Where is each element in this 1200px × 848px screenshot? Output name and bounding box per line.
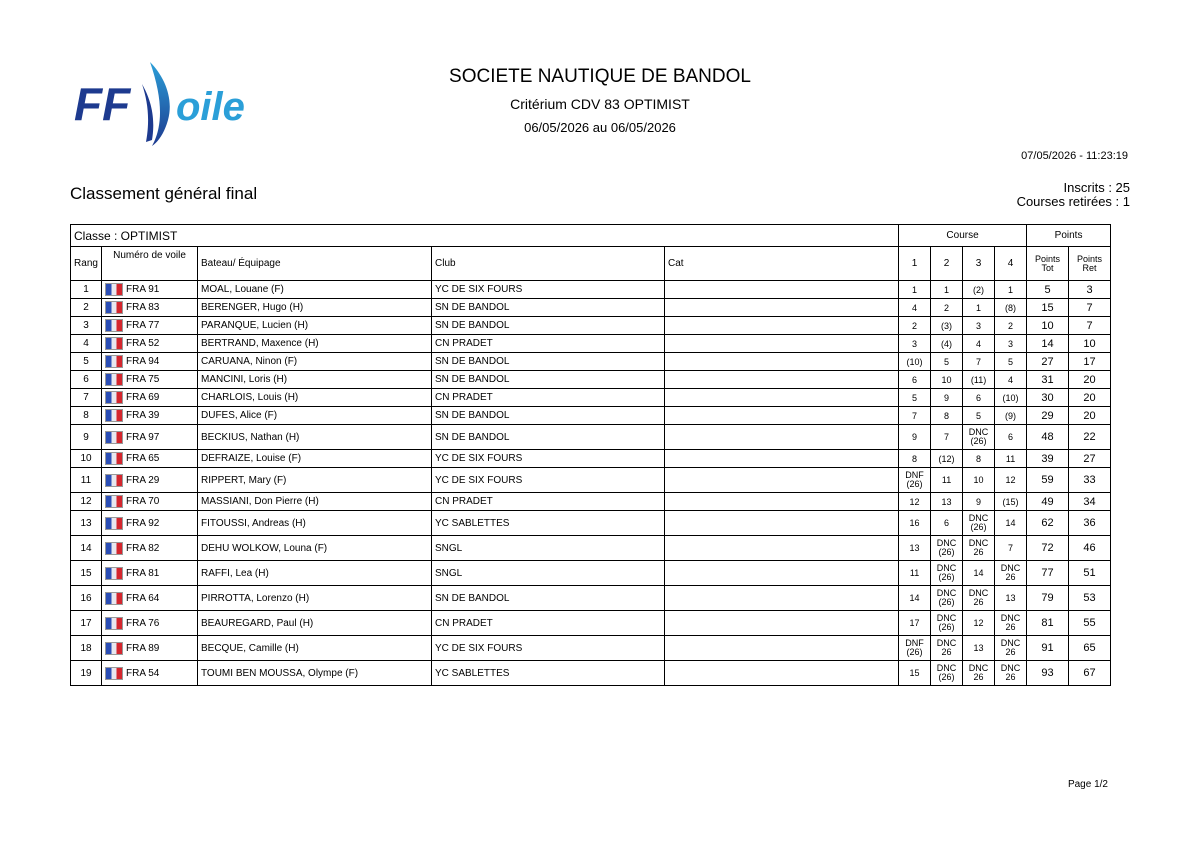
cat-cell bbox=[665, 611, 899, 636]
points-ret-cell: 20 bbox=[1069, 371, 1111, 389]
race-score-cell: 4 bbox=[995, 371, 1027, 389]
crew-cell: FITOUSSI, Andreas (H) bbox=[198, 511, 432, 536]
cat-cell bbox=[665, 317, 899, 335]
inscrits-count: Inscrits : 25 bbox=[1063, 180, 1130, 195]
cat-cell bbox=[665, 450, 899, 468]
points-ret-cell: 36 bbox=[1069, 511, 1111, 536]
race-score-cell: 10 bbox=[963, 468, 995, 493]
points-tot-cell: 10 bbox=[1027, 317, 1069, 335]
race-score-cell: 7 bbox=[995, 536, 1027, 561]
organizer-title: SOCIETE NAUTIQUE DE BANDOL bbox=[449, 66, 751, 87]
group-points: Points bbox=[1027, 225, 1111, 247]
race-score-cell: 3 bbox=[899, 335, 931, 353]
points-tot-cell: 93 bbox=[1027, 661, 1069, 686]
crew-cell: DEHU WOLKOW, Louna (F) bbox=[198, 536, 432, 561]
table-row bbox=[71, 511, 1111, 536]
club-cell: YC SABLETTES bbox=[432, 511, 665, 536]
table-row bbox=[71, 335, 1111, 353]
rang-cell: 4 bbox=[71, 335, 102, 353]
france-flag-icon bbox=[105, 319, 123, 332]
race-score-cell: 1 bbox=[995, 281, 1027, 299]
crew-cell: CHARLOIS, Louis (H) bbox=[198, 389, 432, 407]
table-row bbox=[71, 353, 1111, 371]
race-score-cell: 14 bbox=[963, 561, 995, 586]
rang-cell: 1 bbox=[71, 281, 102, 299]
race-score-cell: 11 bbox=[931, 468, 963, 493]
race-score-cell: 8 bbox=[899, 450, 931, 468]
race-score-cell: 3 bbox=[963, 317, 995, 335]
points-tot-cell: 91 bbox=[1027, 636, 1069, 661]
club-cell: SNGL bbox=[432, 561, 665, 586]
points-tot-cell: 59 bbox=[1027, 468, 1069, 493]
rang-cell: 3 bbox=[71, 317, 102, 335]
race-score-cell: 1 bbox=[899, 281, 931, 299]
race-score-cell: DNC (26) bbox=[931, 586, 963, 611]
race-score-cell: 1 bbox=[963, 299, 995, 317]
cat-cell bbox=[665, 371, 899, 389]
race-score-cell: 13 bbox=[963, 636, 995, 661]
cat-cell bbox=[665, 468, 899, 493]
class-row bbox=[71, 225, 1111, 247]
race-score-cell: 8 bbox=[931, 407, 963, 425]
race-score-cell: DNF (26) bbox=[899, 636, 931, 661]
race-score-cell: 5 bbox=[899, 389, 931, 407]
table-row bbox=[71, 389, 1111, 407]
points-tot-cell: 27 bbox=[1027, 353, 1069, 371]
cat-cell bbox=[665, 493, 899, 511]
sail-number-cell: FRA 54 bbox=[102, 661, 198, 686]
col-rang: Rang bbox=[71, 247, 102, 281]
points-tot-cell: 72 bbox=[1027, 536, 1069, 561]
col-points-tot: Points Tot bbox=[1027, 247, 1069, 281]
rang-cell: 13 bbox=[71, 511, 102, 536]
club-cell: SN DE BANDOL bbox=[432, 317, 665, 335]
rang-cell: 11 bbox=[71, 468, 102, 493]
rang-cell: 17 bbox=[71, 611, 102, 636]
points-ret-cell: 53 bbox=[1069, 586, 1111, 611]
cat-cell bbox=[665, 536, 899, 561]
rang-cell: 10 bbox=[71, 450, 102, 468]
cat-cell bbox=[665, 299, 899, 317]
points-tot-cell: 15 bbox=[1027, 299, 1069, 317]
france-flag-icon bbox=[105, 617, 123, 630]
race-score-cell: 2 bbox=[995, 317, 1027, 335]
race-score-cell: 11 bbox=[899, 561, 931, 586]
race-score-cell: DNC (26) bbox=[931, 611, 963, 636]
points-tot-cell: 77 bbox=[1027, 561, 1069, 586]
race-score-cell: 7 bbox=[931, 425, 963, 450]
points-ret-cell: 22 bbox=[1069, 425, 1111, 450]
points-tot-cell: 81 bbox=[1027, 611, 1069, 636]
table-row bbox=[71, 450, 1111, 468]
table-row bbox=[71, 281, 1111, 299]
race-score-cell: DNF (26) bbox=[899, 468, 931, 493]
race-score-cell: 13 bbox=[931, 493, 963, 511]
race-score-cell: 14 bbox=[995, 511, 1027, 536]
france-flag-icon bbox=[105, 283, 123, 296]
points-tot-cell: 62 bbox=[1027, 511, 1069, 536]
table-row bbox=[71, 536, 1111, 561]
race-score-cell: (4) bbox=[931, 335, 963, 353]
rang-cell: 18 bbox=[71, 636, 102, 661]
race-score-cell: 1 bbox=[931, 281, 963, 299]
group-course: Course bbox=[899, 225, 1027, 247]
race-score-cell: 12 bbox=[963, 611, 995, 636]
sail-number-cell: FRA 97 bbox=[102, 425, 198, 450]
race-score-cell: DNC 26 bbox=[995, 661, 1027, 686]
points-ret-cell: 33 bbox=[1069, 468, 1111, 493]
event-dates: 06/05/2026 au 06/05/2026 bbox=[524, 120, 676, 135]
france-flag-icon bbox=[105, 542, 123, 555]
club-cell: YC DE SIX FOURS bbox=[432, 636, 665, 661]
club-cell: YC DE SIX FOURS bbox=[432, 281, 665, 299]
race-score-cell: (12) bbox=[931, 450, 963, 468]
col-bateau: Bateau/ Équipage bbox=[198, 247, 432, 281]
race-score-cell: 3 bbox=[995, 335, 1027, 353]
race-score-cell: 11 bbox=[995, 450, 1027, 468]
sail-number-cell: FRA 39 bbox=[102, 407, 198, 425]
table-row bbox=[71, 299, 1111, 317]
table-row bbox=[71, 493, 1111, 511]
sail-number-cell: FRA 65 bbox=[102, 450, 198, 468]
col-r3: 3 bbox=[963, 247, 995, 281]
club-cell: SNGL bbox=[432, 536, 665, 561]
ranking-stats bbox=[1017, 181, 1130, 209]
race-score-cell: 4 bbox=[899, 299, 931, 317]
race-score-cell: 5 bbox=[963, 407, 995, 425]
points-ret-cell: 7 bbox=[1069, 299, 1111, 317]
event-title: Critérium CDV 83 OPTIMIST bbox=[510, 96, 690, 112]
sail-number-cell: FRA 52 bbox=[102, 335, 198, 353]
points-tot-cell: 49 bbox=[1027, 493, 1069, 511]
race-score-cell: 14 bbox=[899, 586, 931, 611]
club-cell: YC SABLETTES bbox=[432, 661, 665, 686]
cat-cell bbox=[665, 511, 899, 536]
col-cat: Cat bbox=[665, 247, 899, 281]
table-row bbox=[71, 561, 1111, 586]
race-score-cell: (11) bbox=[963, 371, 995, 389]
points-tot-cell: 48 bbox=[1027, 425, 1069, 450]
race-score-cell: 4 bbox=[963, 335, 995, 353]
club-cell: SN DE BANDOL bbox=[432, 425, 665, 450]
col-numero: Numéro de voile bbox=[102, 247, 198, 281]
race-score-cell: 5 bbox=[931, 353, 963, 371]
france-flag-icon bbox=[105, 409, 123, 422]
table-row bbox=[71, 636, 1111, 661]
col-r1: 1 bbox=[899, 247, 931, 281]
table-row bbox=[71, 611, 1111, 636]
points-tot-cell: 14 bbox=[1027, 335, 1069, 353]
cat-cell bbox=[665, 561, 899, 586]
cat-cell bbox=[665, 661, 899, 686]
race-score-cell: 2 bbox=[899, 317, 931, 335]
table-row bbox=[71, 468, 1111, 493]
points-tot-cell: 39 bbox=[1027, 450, 1069, 468]
rang-cell: 2 bbox=[71, 299, 102, 317]
club-cell: SN DE BANDOL bbox=[432, 371, 665, 389]
sail-number-cell: FRA 77 bbox=[102, 317, 198, 335]
points-ret-cell: 34 bbox=[1069, 493, 1111, 511]
france-flag-icon bbox=[105, 474, 123, 487]
points-tot-cell: 30 bbox=[1027, 389, 1069, 407]
points-ret-cell: 67 bbox=[1069, 661, 1111, 686]
race-score-cell: DNC 26 bbox=[931, 636, 963, 661]
ffvoile-logo bbox=[72, 58, 282, 148]
page-number: Page 1/2 bbox=[1067, 779, 1108, 790]
crew-cell: PARANQUE, Lucien (H) bbox=[198, 317, 432, 335]
print-timestamp: 07/05/2026 - 11:23:19 bbox=[1021, 150, 1128, 162]
points-ret-cell: 7 bbox=[1069, 317, 1111, 335]
race-score-cell: DNC (26) bbox=[931, 536, 963, 561]
race-score-cell: 8 bbox=[963, 450, 995, 468]
cat-cell bbox=[665, 335, 899, 353]
race-score-cell: 12 bbox=[995, 468, 1027, 493]
sail-number-cell: FRA 69 bbox=[102, 389, 198, 407]
france-flag-icon bbox=[105, 567, 123, 580]
race-score-cell: 9 bbox=[963, 493, 995, 511]
race-score-cell: DNC 26 bbox=[995, 611, 1027, 636]
crew-cell: BEAUREGARD, Paul (H) bbox=[198, 611, 432, 636]
club-cell: YC DE SIX FOURS bbox=[432, 468, 665, 493]
race-score-cell: 9 bbox=[931, 389, 963, 407]
sail-number-cell: FRA 89 bbox=[102, 636, 198, 661]
sail-number-cell: FRA 92 bbox=[102, 511, 198, 536]
race-score-cell: 12 bbox=[899, 493, 931, 511]
crew-cell: MANCINI, Loris (H) bbox=[198, 371, 432, 389]
crew-cell: MASSIANI, Don Pierre (H) bbox=[198, 493, 432, 511]
crew-cell: PIRROTTA, Lorenzo (H) bbox=[198, 586, 432, 611]
points-ret-cell: 51 bbox=[1069, 561, 1111, 586]
race-score-cell: 15 bbox=[899, 661, 931, 686]
col-r2: 2 bbox=[931, 247, 963, 281]
cat-cell bbox=[665, 586, 899, 611]
race-score-cell: DNC 26 bbox=[995, 636, 1027, 661]
crew-cell: BERTRAND, Maxence (H) bbox=[198, 335, 432, 353]
race-score-cell: 6 bbox=[995, 425, 1027, 450]
france-flag-icon bbox=[105, 452, 123, 465]
rang-cell: 6 bbox=[71, 371, 102, 389]
race-score-cell: DNC 26 bbox=[963, 536, 995, 561]
race-score-cell: (10) bbox=[995, 389, 1027, 407]
race-score-cell: 6 bbox=[963, 389, 995, 407]
points-ret-cell: 27 bbox=[1069, 450, 1111, 468]
race-score-cell: (3) bbox=[931, 317, 963, 335]
race-score-cell: DNC (26) bbox=[963, 425, 995, 450]
france-flag-icon bbox=[105, 355, 123, 368]
svg-text:FF: FF bbox=[74, 78, 131, 130]
table-row bbox=[71, 371, 1111, 389]
club-cell: SN DE BANDOL bbox=[432, 407, 665, 425]
sail-number-cell: FRA 70 bbox=[102, 493, 198, 511]
race-score-cell: DNC (26) bbox=[931, 661, 963, 686]
rang-cell: 16 bbox=[71, 586, 102, 611]
france-flag-icon bbox=[105, 592, 123, 605]
rang-cell: 5 bbox=[71, 353, 102, 371]
race-score-cell: 13 bbox=[995, 586, 1027, 611]
rang-cell: 7 bbox=[71, 389, 102, 407]
crew-cell: RIPPERT, Mary (F) bbox=[198, 468, 432, 493]
race-score-cell: DNC (26) bbox=[931, 561, 963, 586]
race-score-cell: (8) bbox=[995, 299, 1027, 317]
race-score-cell: 6 bbox=[899, 371, 931, 389]
sail-number-cell: FRA 82 bbox=[102, 536, 198, 561]
column-header-row bbox=[71, 247, 1111, 281]
sail-number-cell: FRA 29 bbox=[102, 468, 198, 493]
race-score-cell: DNC 26 bbox=[963, 661, 995, 686]
col-points-ret: Points Ret bbox=[1069, 247, 1111, 281]
table-row bbox=[71, 407, 1111, 425]
points-ret-cell: 65 bbox=[1069, 636, 1111, 661]
crew-cell: DEFRAIZE, Louise (F) bbox=[198, 450, 432, 468]
points-ret-cell: 20 bbox=[1069, 389, 1111, 407]
points-ret-cell: 17 bbox=[1069, 353, 1111, 371]
sail-number-cell: FRA 76 bbox=[102, 611, 198, 636]
crew-cell: MOAL, Louane (F) bbox=[198, 281, 432, 299]
rang-cell: 19 bbox=[71, 661, 102, 686]
col-r4: 4 bbox=[995, 247, 1027, 281]
club-cell: YC DE SIX FOURS bbox=[432, 450, 665, 468]
cat-cell bbox=[665, 389, 899, 407]
rang-cell: 15 bbox=[71, 561, 102, 586]
race-score-cell: 5 bbox=[995, 353, 1027, 371]
crew-cell: TOUMI BEN MOUSSA, Olympe (F) bbox=[198, 661, 432, 686]
table-row bbox=[71, 317, 1111, 335]
cat-cell bbox=[665, 407, 899, 425]
race-score-cell: 9 bbox=[899, 425, 931, 450]
race-score-cell: 7 bbox=[963, 353, 995, 371]
sail-number-cell: FRA 75 bbox=[102, 371, 198, 389]
ranking-title: Classement général final bbox=[70, 184, 258, 203]
sail-number-cell: FRA 91 bbox=[102, 281, 198, 299]
club-cell: CN PRADET bbox=[432, 335, 665, 353]
crew-cell: BECQUE, Camille (H) bbox=[198, 636, 432, 661]
club-cell: CN PRADET bbox=[432, 493, 665, 511]
sail-number-cell: FRA 83 bbox=[102, 299, 198, 317]
race-score-cell: DNC 26 bbox=[963, 586, 995, 611]
france-flag-icon bbox=[105, 642, 123, 655]
class-label: Classe : OPTIMIST bbox=[71, 225, 899, 247]
race-score-cell: (2) bbox=[963, 281, 995, 299]
table-row bbox=[71, 661, 1111, 686]
race-score-cell: (9) bbox=[995, 407, 1027, 425]
cat-cell bbox=[665, 636, 899, 661]
table-row bbox=[71, 586, 1111, 611]
crew-cell: CARUANA, Ninon (F) bbox=[198, 353, 432, 371]
crew-cell: BECKIUS, Nathan (H) bbox=[198, 425, 432, 450]
france-flag-icon bbox=[105, 431, 123, 444]
cat-cell bbox=[665, 353, 899, 371]
club-cell: SN DE BANDOL bbox=[432, 299, 665, 317]
race-score-cell: 17 bbox=[899, 611, 931, 636]
rang-cell: 14 bbox=[71, 536, 102, 561]
race-score-cell: 16 bbox=[899, 511, 931, 536]
club-cell: SN DE BANDOL bbox=[432, 586, 665, 611]
points-tot-cell: 79 bbox=[1027, 586, 1069, 611]
france-flag-icon bbox=[105, 391, 123, 404]
race-score-cell: (10) bbox=[899, 353, 931, 371]
club-cell: CN PRADET bbox=[432, 611, 665, 636]
crew-cell: RAFFI, Lea (H) bbox=[198, 561, 432, 586]
points-ret-cell: 55 bbox=[1069, 611, 1111, 636]
svg-text:oile: oile bbox=[176, 85, 245, 129]
points-tot-cell: 5 bbox=[1027, 281, 1069, 299]
race-score-cell: 13 bbox=[899, 536, 931, 561]
race-score-cell: 6 bbox=[931, 511, 963, 536]
france-flag-icon bbox=[105, 667, 123, 680]
france-flag-icon bbox=[105, 517, 123, 530]
rang-cell: 9 bbox=[71, 425, 102, 450]
col-club: Club bbox=[432, 247, 665, 281]
cat-cell bbox=[665, 425, 899, 450]
club-cell: SN DE BANDOL bbox=[432, 353, 665, 371]
points-tot-cell: 31 bbox=[1027, 371, 1069, 389]
race-score-cell: 7 bbox=[899, 407, 931, 425]
points-ret-cell: 3 bbox=[1069, 281, 1111, 299]
courses-retirees: Courses retirées : 1 bbox=[1016, 194, 1130, 209]
sail-number-cell: FRA 94 bbox=[102, 353, 198, 371]
france-flag-icon bbox=[105, 373, 123, 386]
race-score-cell: DNC 26 bbox=[995, 561, 1027, 586]
race-score-cell: (15) bbox=[995, 493, 1027, 511]
results-table bbox=[70, 224, 1111, 686]
crew-cell: DUFES, Alice (F) bbox=[198, 407, 432, 425]
rang-cell: 8 bbox=[71, 407, 102, 425]
france-flag-icon bbox=[105, 301, 123, 314]
race-score-cell: 10 bbox=[931, 371, 963, 389]
cat-cell bbox=[665, 281, 899, 299]
club-cell: CN PRADET bbox=[432, 389, 665, 407]
race-score-cell: DNC (26) bbox=[963, 511, 995, 536]
points-ret-cell: 46 bbox=[1069, 536, 1111, 561]
points-tot-cell: 29 bbox=[1027, 407, 1069, 425]
crew-cell: BERENGER, Hugo (H) bbox=[198, 299, 432, 317]
sail-number-cell: FRA 64 bbox=[102, 586, 198, 611]
sail-number-cell: FRA 81 bbox=[102, 561, 198, 586]
points-ret-cell: 10 bbox=[1069, 335, 1111, 353]
points-ret-cell: 20 bbox=[1069, 407, 1111, 425]
france-flag-icon bbox=[105, 495, 123, 508]
france-flag-icon bbox=[105, 337, 123, 350]
rang-cell: 12 bbox=[71, 493, 102, 511]
table-row bbox=[71, 425, 1111, 450]
race-score-cell: 2 bbox=[931, 299, 963, 317]
